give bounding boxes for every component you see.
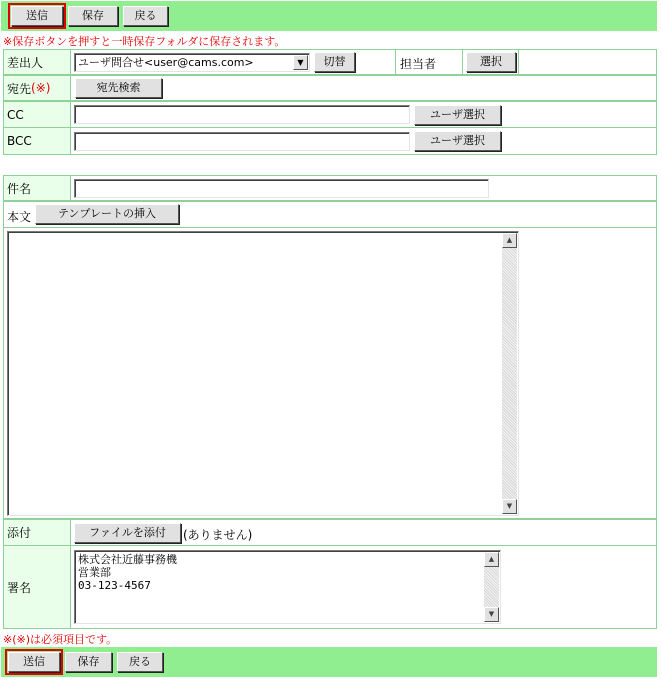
row-divider [518,50,519,74]
assignee-label: 担当者 [400,57,437,71]
save-button-bottom[interactable]: 保存 [65,652,112,672]
bcc-label: BCC [4,128,71,154]
sender-select[interactable] [74,53,310,72]
body-row [3,227,657,519]
sender-label: 差出人 [4,50,71,74]
assignee-select-button[interactable]: 選択 [466,52,516,72]
to-label-text: 宛先 [7,81,32,96]
signature-scrollbar[interactable] [484,552,499,622]
bcc-user-select-button[interactable]: ユーザ選択 [414,131,501,151]
body-label-row [3,201,657,227]
scroll-down-icon[interactable]: ▼ [484,607,499,622]
save-note: ※保存ボタンを押すと一時保存フォルダに保存されます。 [3,35,286,48]
signature-text: 株式会社近藤事務機 営業部 03-123-4567 [78,553,177,592]
required-mark: (※) [31,81,51,95]
body-scrollbar[interactable] [502,233,517,514]
attachment-row [3,519,657,546]
to-row [3,75,657,101]
chevron-down-icon[interactable]: ▼ [293,55,308,70]
subject-row [3,175,657,201]
cc-user-select-button[interactable]: ユーザ選択 [414,105,501,125]
send-button-bottom[interactable]: 送信 [8,652,60,672]
back-button-top[interactable]: 戻る [123,6,168,26]
cc-input[interactable] [74,105,410,124]
signature-textarea[interactable] [74,550,501,624]
sender-row [3,49,657,75]
scroll-up-icon[interactable]: ▲ [484,552,499,567]
subject-label: 件名 [4,176,71,200]
bcc-input[interactable] [74,132,410,151]
subject-input[interactable] [74,179,489,198]
back-button-bottom[interactable]: 戻る [117,652,163,672]
attachment-status: (ありません) [183,528,253,542]
cc-row [3,101,657,128]
signature-label: 署名 [4,546,71,628]
sender-selected-value: ユーザ問合せ<user@cams.com> [78,56,254,69]
body-label: 本文 [7,210,32,224]
switch-sender-button[interactable]: 切替 [314,52,355,72]
to-search-button[interactable]: 宛先検索 [75,78,162,98]
send-button-top[interactable]: 送信 [11,6,63,26]
signature-row [3,545,657,629]
scroll-up-icon[interactable]: ▲ [502,233,517,248]
attach-file-button[interactable]: ファイルを添付 [74,523,181,543]
insert-template-button[interactable]: テンプレートの挿入 [35,204,179,224]
cc-label: CC [4,102,71,127]
save-button-top[interactable]: 保存 [68,6,118,26]
to-label [4,76,71,100]
body-textarea[interactable] [7,231,519,516]
attachment-label: 添付 [4,520,71,545]
scroll-down-icon[interactable]: ▼ [502,499,517,514]
required-note: ※(※)は必須項目です。 [3,633,118,646]
bcc-row [3,127,657,155]
